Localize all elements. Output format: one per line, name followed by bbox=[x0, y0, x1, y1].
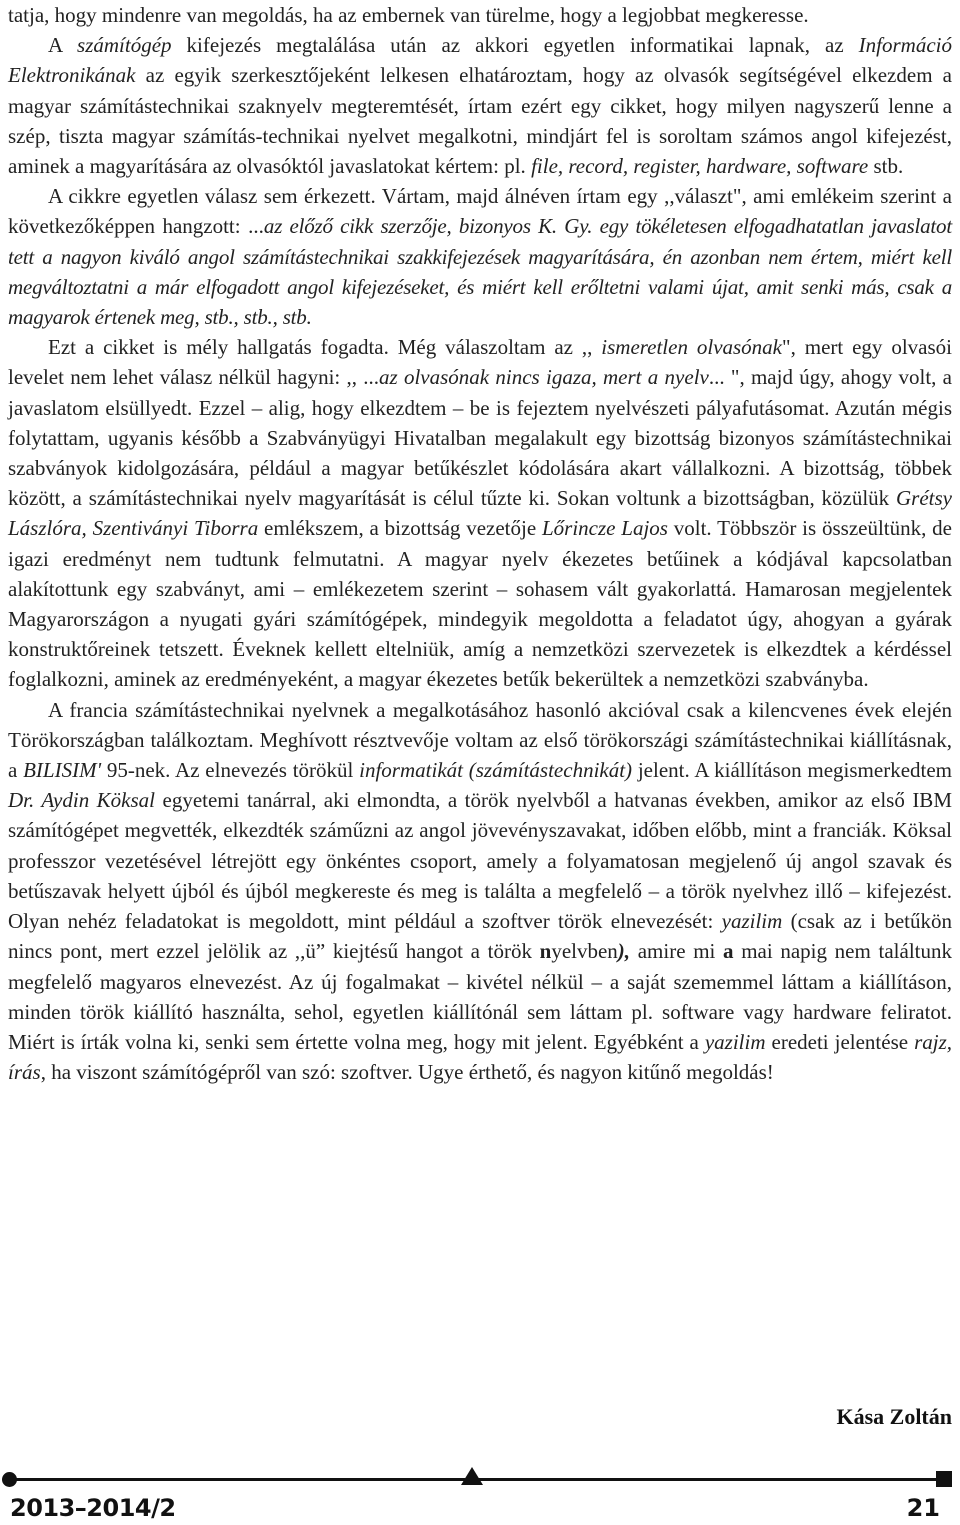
italic-quote: az olvasónak nincs igaza, mert a nyelv bbox=[379, 365, 709, 390]
issue-number: 2013–2014/2 bbox=[10, 1494, 176, 1522]
paragraph-valasz bbox=[8, 181, 952, 332]
paragraph-text: stb. bbox=[868, 154, 904, 179]
italic-publication: Információ Elektronikának bbox=[8, 33, 952, 88]
italic-term: yazilim bbox=[721, 909, 783, 934]
paragraph-text: ", mert egy olvasói levelet nem lehet válasz nélkül hagyni: ,, ... bbox=[8, 335, 952, 390]
italic-phrase: rajz, írás bbox=[8, 1029, 952, 1085]
footer-circle-ornament bbox=[2, 1472, 17, 1487]
italic-name: Lőrincze Lajos bbox=[541, 516, 668, 541]
paragraph-text: eredeti jelentése bbox=[765, 1029, 915, 1054]
paragraph-text: amire mi bbox=[630, 939, 724, 964]
paragraph-text: ... ", majd úgy, ahogy volt, a javaslatom elsüllyedt. Ezzel – alig, hogy elkezdtem – be is fejeztem nyelvészeti pályafutásomat. Azután mégis folytattam, ugyanis később a Szabványügyi Hivatalban megalakult egy bizottság bizonyos számítástechnikai szabványok kidolgozására, például a magyar betűkészlet kódolására akart vállalkozni. A bizottság, többek között, a számítástechnikai nyelv magyarítását is célul tűzte ki. Sokan voltunk a bizottságban, közülük bbox=[8, 365, 952, 511]
paragraph-text: (csak az i betűkön nincs pont, mert ezzel jelölik az ,,ü” kiejtésű hangot a török bbox=[8, 909, 952, 964]
italic-names: Grétsy Lászlóra, Szentiványi Tiborra bbox=[8, 486, 952, 541]
author-signature: Kása Zoltán bbox=[836, 1404, 952, 1429]
italic-terms: file, record, register, hardware, software bbox=[531, 154, 869, 179]
paragraph-text: yelvben bbox=[551, 939, 618, 964]
article-body bbox=[8, 0, 952, 1087]
paragraph-text: A francia számítástechnikai nyelvnek a megalkotásához hasonló akcióval csak a kilencvenes évek elején Törökországban találkoztam. Meghívott résztvevője voltam az első törökországi számítástechnikai kiállításnak, a bbox=[8, 697, 952, 783]
paragraph-text: tatja, hogy mindenre van megoldás, ha az embernek van türelme, hogy a legjobbat megkeresse. bbox=[8, 3, 809, 27]
paragraph-bizottsag bbox=[8, 332, 952, 694]
paragraph-continuation bbox=[8, 0, 952, 30]
bold-letter: n bbox=[539, 939, 552, 964]
paragraph-torok bbox=[8, 695, 952, 1088]
italic-phrase: informatikát (számítástechnikát) bbox=[359, 758, 633, 783]
italic-name: Dr. Aydin Köksal bbox=[8, 788, 156, 813]
paragraph-text: emlékszem, a bizottság vezetője bbox=[258, 516, 542, 541]
italic-name: BILISIM' bbox=[23, 758, 102, 783]
paragraph-text: 95-nek. Az elnevezés törökül bbox=[101, 758, 360, 783]
paragraph-text: Ezt a cikket is mély hallgatás fogadta. Még válaszoltam az ,, bbox=[48, 335, 602, 360]
page-number: 21 bbox=[906, 1494, 940, 1522]
paragraph-szamitogep bbox=[8, 30, 952, 181]
paragraph-text: , ha viszont számítógépről van szó: szoftver. Ugye érthető, és nagyon kitűnő megoldás! bbox=[40, 1060, 774, 1085]
paragraph-text: az egyik szerkesztőjeként lelkesen elhatároztam, hogy az olvasók segítségével elkezdem a magyar számítástechnikai szaknyelv megteremtését, írtam ezért egy cikket, hogy milyen nagyszerű lenne a szép, tiszta magyar számítás-technikai nyelvet megalkotni, mindjárt fel is soroltam számos angol kifejezést, aminek a magyarítására az olvasóktól javaslatokat kértem: pl. bbox=[8, 63, 952, 179]
paragraph-text: volt. Többször is összeültünk, de igazi eredményt nem tudtunk felmutatni. A magyar nyelv ékezetes betűinek a kódjával kapcsolatban alakítottunk egy szabványt, ami – emlékezetem szerint – sohasem vált gyakorlattá. Hamarosan megjelentek Magyarországon a nyugati gyári számítógépek, mindegyik megoldotta a feladatot úgy, ahogyan a gyárak konstruktőreinek tetszett. Éveknek kellett eltelniük, amíg a nemzetközi szervezetek is elkezdtek a kérdéssel foglalkozni, aminek az eredményeként, a magyar ékezetes betűk bekerültek a nemzetközi szabványba. bbox=[8, 516, 952, 692]
italic-term: yazilim bbox=[704, 1029, 766, 1054]
paragraph-text: egyetemi tanárral, aki elmondta, a török nyelvből a hatvanas években, amikor az első IBM számítógépet megvették, elkezdték száműzni az angol jövevényszavakat, időben előbb, mint a franciák. Köksal professzor vezetésével létrejött egy önkéntes csoport, amely a folyamatosan megjelenő új angol szavak és betűszavak helyett újból és újból megkereste és meg is találta a megfelelő – a török nyelvhez illő – kifejezést. Olyan nehéz feladatokat is megoldott, mint például a szoftver török elnevezését: bbox=[8, 788, 952, 934]
paragraph-text: kifejezés megtalálása után az akkori egyetlen informatikai lapnak, az bbox=[171, 33, 859, 58]
italic-phrase: ismeretlen olvasónak bbox=[601, 335, 783, 360]
footer-triangle-ornament bbox=[461, 1467, 483, 1485]
bold-letter: a bbox=[723, 939, 734, 964]
italic-quote: az előző cikk szerzője, bizonyos K. Gy. egy tökéletesen elfogadhatatlan javaslatot tett a nagyon kiváló angol számítástechnikai szakkifejezések magyarítására, én azonban nem értem, miért kell megváltoztatni a már elfogadott angol kifejezéseket, és miért kell erőltetni valami újat, amit senki más, csak a magyarok értenek meg, stb., stb., stb. bbox=[8, 214, 952, 330]
paragraph-text: A bbox=[48, 33, 78, 58]
paragraph-text: A cikkre egyetlen válasz sem érkezett. Vártam, majd álnéven írtam egy ,,választ", ami emlékeim szerint a következőképpen hangzott: ... bbox=[8, 184, 952, 239]
footer-square-ornament bbox=[936, 1471, 952, 1487]
bold-punctuation: ), bbox=[617, 939, 631, 964]
paragraph-text: jelent. A kiállításon megismerkedtem bbox=[632, 758, 953, 783]
italic-term: számítógép bbox=[77, 33, 172, 58]
paragraph-text: mai napig nem találtunk megfelelő magyaros elnevezést. Az új fogalmakat – kivétel nélkül – a saját szememmel láttam a kiállításon, minden török kiállító használta, sehol, egyetlen kiállítónál sem láttam pl. software vagy hardware feliratot. Miért is írták volna ki, senki sem értette volna meg, hogy mit jelent. Egyébként a bbox=[8, 939, 952, 1054]
